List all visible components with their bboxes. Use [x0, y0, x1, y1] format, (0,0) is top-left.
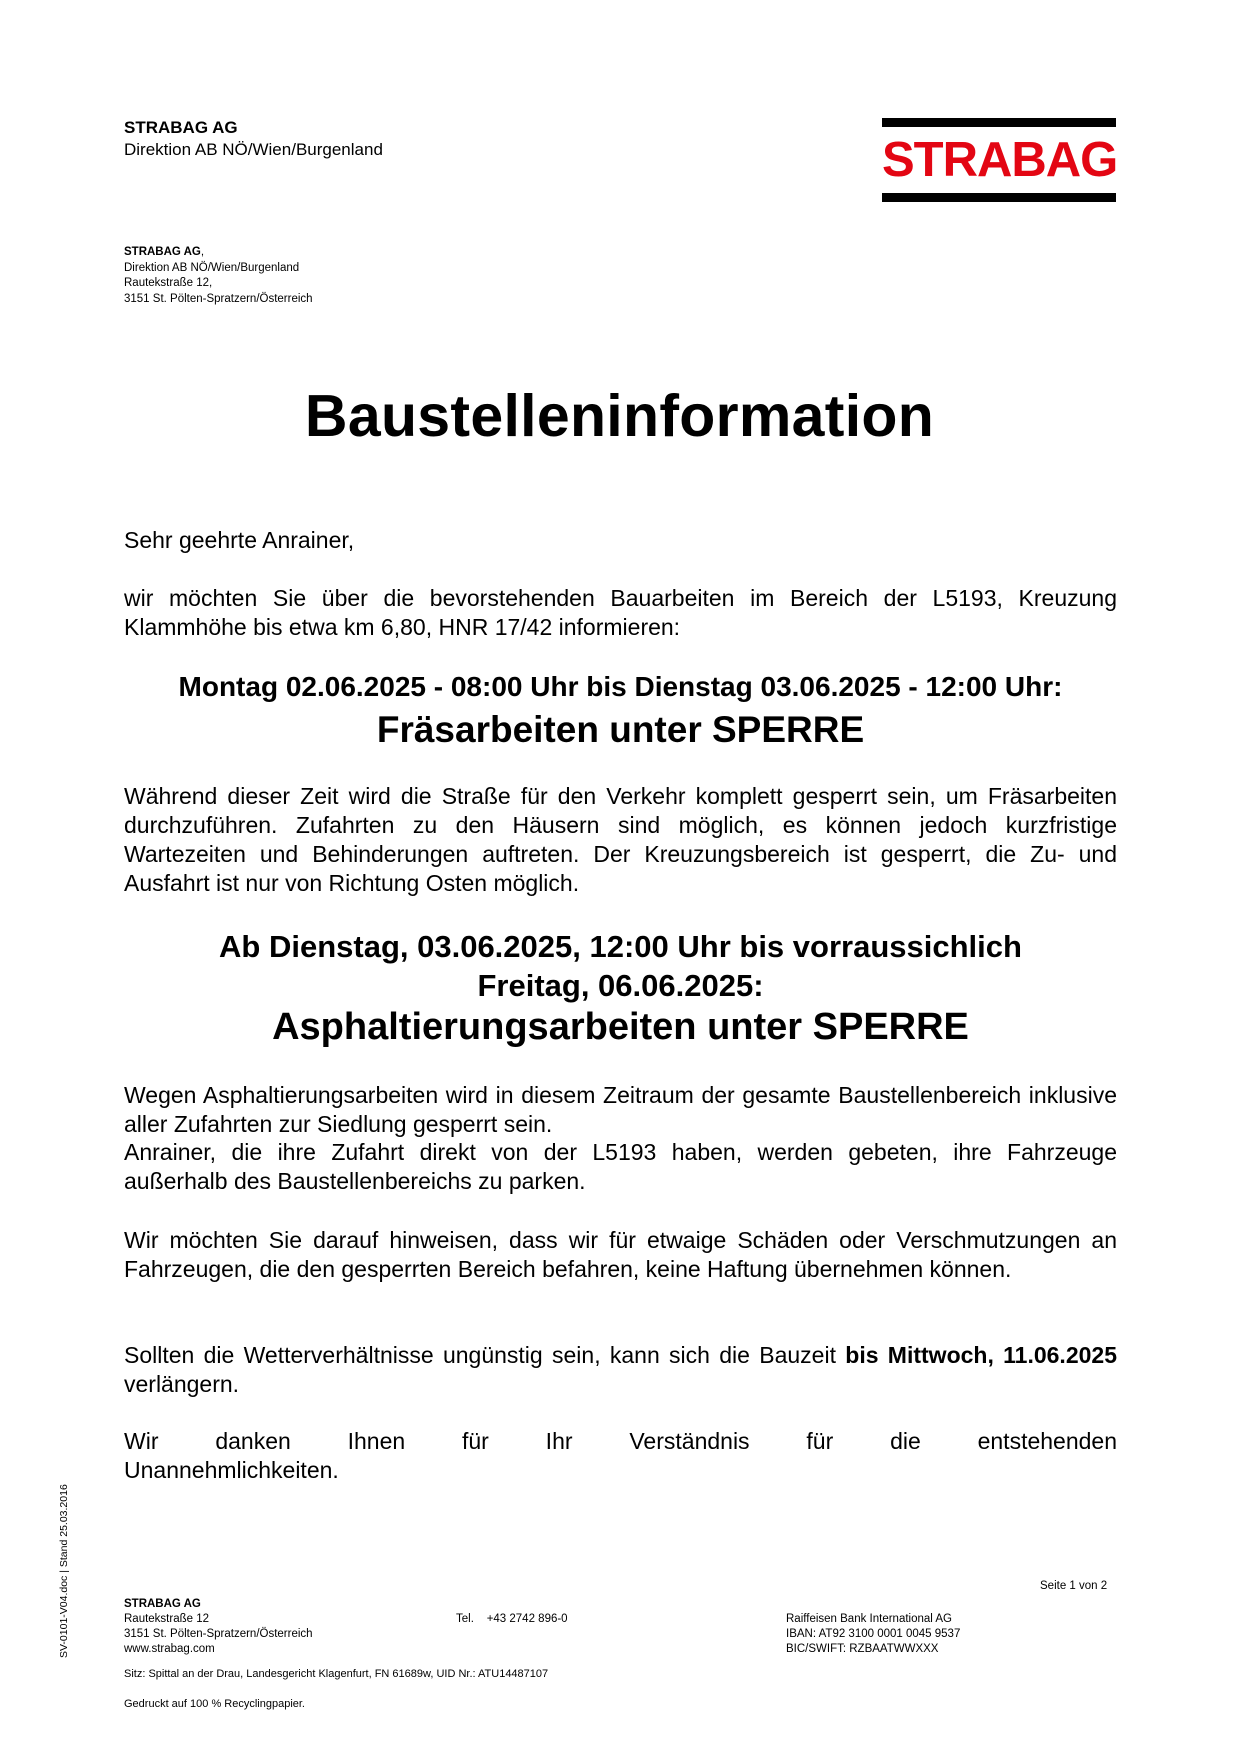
- footer-registry: Sitz: Spittal an der Drau, Landesgericht Klagenfurt, FN 61689w, UID Nr.: ATU14487107: [124, 1668, 549, 1680]
- section2-work-title: Asphaltierungsarbeiten unter SPERRE: [272, 1006, 969, 1048]
- sender-company-comma: ,: [200, 246, 205, 258]
- section2-schedule: [124, 927, 1117, 1005]
- intro-paragraph: wir möchten Sie über die bevorstehenden Bauarbeiten im Bereich der L5193, Kreuzung Klammhöhe bis etwa km 6,80, HNR 17/42 informieren:: [124, 585, 1117, 640]
- weather-text-after: verlängern.: [124, 1371, 240, 1397]
- section2-paragraph1: Wegen Asphaltierungsarbeiten wird in diesem Zeitraum der gesamte Baustellenbereich inklusive aller Zufahrten zur Siedlung gesperrt sein.: [124, 1082, 1117, 1137]
- footer-tel-label: Tel.: [456, 1613, 474, 1625]
- document-version-note: SV-0101-V04.doc | Stand 25.03.2016: [58, 1484, 70, 1658]
- section2-schedule-line1: Ab Dienstag, 03.06.2025, 12:00 Uhr bis vorraussichlich: [219, 929, 1022, 964]
- page-number: Seite 1 von 2: [1040, 1580, 1108, 1592]
- section1-work-title: Fräsarbeiten unter SPERRE: [376, 709, 865, 750]
- header-company-name: STRABAG AG: [124, 118, 238, 137]
- section2-paragraph2: Anrainer, die ihre Zufahrt direkt von der L5193 haben, werden gebeten, ihre Fahrzeuge außerhalb des Baustellenbereichs zu parken.: [124, 1139, 1117, 1194]
- weather-text-bold: bis Mittwoch, 11.06.2025: [845, 1342, 1117, 1368]
- logo-bar-top: [882, 118, 1116, 127]
- logo-bar-bottom: [882, 193, 1116, 202]
- section1-paragraph: Während dieser Zeit wird die Straße für den Verkehr komplett gesperrt sein, um Fräsarbeiten durchzuführen. Zufahrten zu den Häusern sind möglich, es können jedoch kurzfristige Wartezeiten und Behinderungen auftreten. Der Kreuzungsbereich ist gesperrt, die Zu- und Ausfahrt ist nur von Richtung Osten möglich.: [124, 783, 1117, 896]
- footer-web: www.strabag.com: [124, 1643, 215, 1655]
- section2-schedule-line2: Freitag, 06.06.2025:: [477, 968, 764, 1003]
- thanks-paragraph: [124, 1427, 1117, 1485]
- greeting: Sehr geehrte Anrainer,: [124, 527, 355, 553]
- footer-tel: +43 2742 896-0: [486, 1613, 568, 1625]
- footer-street: Rautekstraße 12: [124, 1613, 210, 1625]
- logo-text: STRABAG: [882, 133, 1118, 187]
- footer-bank-name: Raiffeisen Bank International AG: [786, 1613, 953, 1625]
- footer-company: STRABAG AG: [124, 1598, 201, 1610]
- thanks-line2: Unannehmlichkeiten.: [124, 1457, 339, 1483]
- strabag-logo: [882, 118, 1116, 202]
- footer-bic: BIC/SWIFT: RZBAATWWXXX: [786, 1643, 939, 1655]
- weather-text-before: Sollten die Wetterverhältnisse ungünstig sein, kann sich die Bauzeit: [124, 1342, 846, 1368]
- weather-paragraph: [124, 1341, 1117, 1399]
- footer-recycling: Gedruckt auf 100 % Recyclingpapier.: [124, 1698, 305, 1710]
- footer-address: [124, 1597, 313, 1657]
- sender-company: STRABAG AG: [124, 246, 201, 258]
- sender-street: Rautekstraße 12,: [124, 277, 213, 289]
- section1-schedule: Montag 02.06.2025 - 08:00 Uhr bis Dienstag 03.06.2025 - 12:00 Uhr:: [178, 671, 1063, 702]
- sender-department: Direktion AB NÖ/Wien/Burgenland: [124, 261, 300, 274]
- footer-phone: [456, 1612, 568, 1627]
- liability-paragraph: Wir möchten Sie darauf hinweisen, dass wir für etwaige Schäden oder Verschmutzungen an Fahrzeugen, die den gesperrten Bereich befahren, keine Haftung übernehmen können.: [124, 1227, 1117, 1282]
- footer-bank: [786, 1612, 960, 1657]
- sender-address: [124, 245, 313, 307]
- footer-city: 3151 St. Pölten-Spratzern/Österreich: [124, 1628, 313, 1640]
- footer-iban: IBAN: AT92 3100 0001 0045 9537: [786, 1628, 961, 1640]
- thanks-line1: Wir danken Ihnen für Ihr Verständnis für die entstehenden: [124, 1428, 1117, 1454]
- sender-city: 3151 St. Pölten-Spratzern/Österreich: [124, 292, 313, 305]
- header-department: Direktion AB NÖ/Wien/Burgenland: [124, 140, 383, 159]
- document-title: Baustelleninformation: [304, 383, 935, 449]
